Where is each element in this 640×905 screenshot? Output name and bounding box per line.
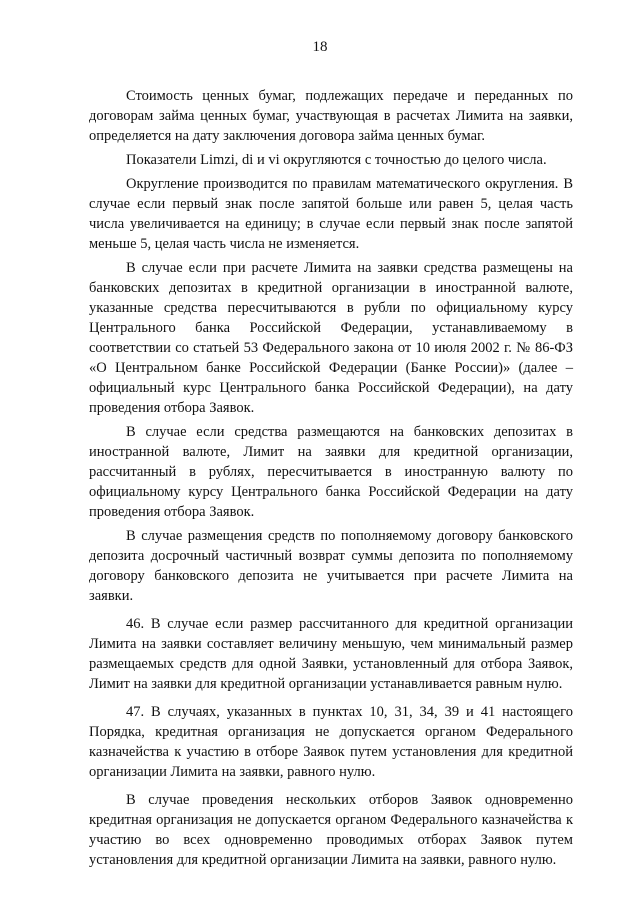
paragraph-simultaneous-selections: В случае проведения нескольких отборов Заявок одновременно кредитная организация не допускается органом Федерального казначейства к участию во всех одновременно проводимых отборах Заявок путем установления для кредитной организации Лимита на заявки, равного нулю. — [89, 792, 573, 868]
paragraph-securities-value: Стоимость ценных бумаг, подлежащих передаче и переданных по договорам займа ценных бумаг, участвующая в расчетах Лимита на заявки, определяется на дату заключения договора займа ценных бумаг. — [89, 88, 573, 144]
paragraph-rounding-rules: Округление производится по правилам математического округления. В случае если первый знак после запятой больше или равен 5, целая часть числа увеличивается на единицу; в случае если первый знак после запятой меньше 5, целая часть числа не изменяется. — [89, 176, 573, 252]
paragraph-item-46: 46. В случае если размер рассчитанного для кредитной организации Лимита на заявки составляет величину меньшую, чем минимальный размер размещаемых средств для одной Заявки, установленный для отбора Заявок, Лимит на заявки для кредитной организации устанавливается равным нулю. — [89, 616, 573, 692]
document-body — [89, 86, 573, 878]
paragraph-early-return: В случае размещения средств по пополняемому договору банковского депозита досрочный частичный возврат суммы депозита по пополняемому договору банковского депозита не учитывается при расчете Лимита на заявки. — [89, 528, 573, 604]
paragraph-limit-conversion: В случае если средства размещаются на банковских депозитах в иностранной валюте, Лимит на заявки для кредитной организации, рассчитанный в рублях, пересчитывается в иностранную валюту по официальному курсу Центрального банка Российской Федерации на дату проведения отбора Заявок. — [89, 424, 573, 520]
paragraph-item-47: 47. В случаях, указанных в пунктах 10, 31, 34, 39 и 41 настоящего Порядка, кредитная организация не допускается органом Федерального казначейства к участию в отборе Заявок путем установления для кредитной организации Лимита на заявки, равного нулю. — [89, 704, 573, 780]
paragraph-rounding-indicators: Показатели Limzi, di и vi округляются с точностью до целого числа. — [126, 152, 547, 168]
paragraph-foreign-currency-deposits: В случае если при расчете Лимита на заявки средства размещены на банковских депозитах в кредитной организации в иностранной валюте, указанные средства пересчитываются в рубли по официальному курсу Центрального банка Российской Федерации, устанавливаемому в соответствии со статьей 53 Федерального закона от 10 июля 2002 г. № 86-ФЗ «О Центральном банке Российской Федерации (Банке России)» (далее – официальный курс Центрального банка Российской Федерации), на дату проведения отбора Заявок. — [89, 260, 573, 416]
page-number: 18 — [312, 39, 328, 55]
